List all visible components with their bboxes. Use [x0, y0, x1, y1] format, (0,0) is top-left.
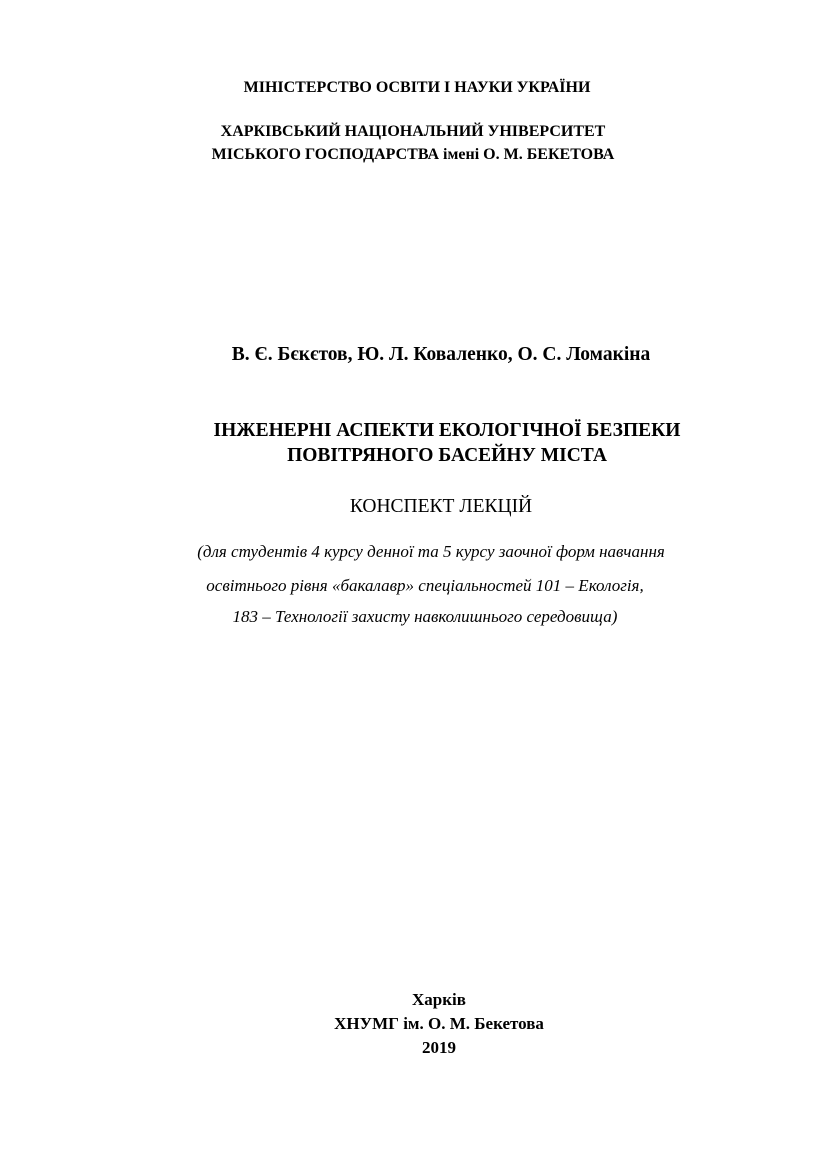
ministry-name: МІНІСТЕРСТВО ОСВІТИ І НАУКИ УКРАЇНИ	[243, 79, 591, 96]
imprint-city: Харків	[412, 990, 466, 1009]
document-title-line-2: ПОВІТРЯНОГО БАСЕЙНУ МІСТА	[287, 445, 607, 466]
audience-line-1: (для студентів 4 курсу денної та 5 курсу заочної форм навчання	[197, 542, 665, 561]
imprint-publisher: ХНУМГ ім. О. М. Бекетова	[334, 1014, 544, 1033]
authors: В. Є. Бєкєтов, Ю. Л. Коваленко, О. С. Ломакіна	[231, 344, 651, 365]
university-name-line-1: ХАРКІВСЬКИЙ НАЦІОНАЛЬНИЙ УНІВЕРСИТЕТ	[220, 123, 606, 140]
university-name-line-2: МІСЬКОГО ГОСПОДАРСТВА імені О. М. БЕКЕТОВА	[211, 146, 615, 163]
document-title-line-1: ІНЖЕНЕРНІ АСПЕКТИ ЕКОЛОГІЧНОЇ БЕЗПЕКИ	[213, 420, 681, 441]
document-type: КОНСПЕКТ ЛЕКЦІЙ	[349, 496, 533, 517]
audience-line-2: освітнього рівня «бакалавр» спеціальностей 101 – Екологія,	[206, 576, 644, 595]
imprint-year: 2019	[422, 1038, 456, 1057]
audience-line-3: 183 – Технології захисту навколишнього середовища)	[232, 607, 618, 626]
